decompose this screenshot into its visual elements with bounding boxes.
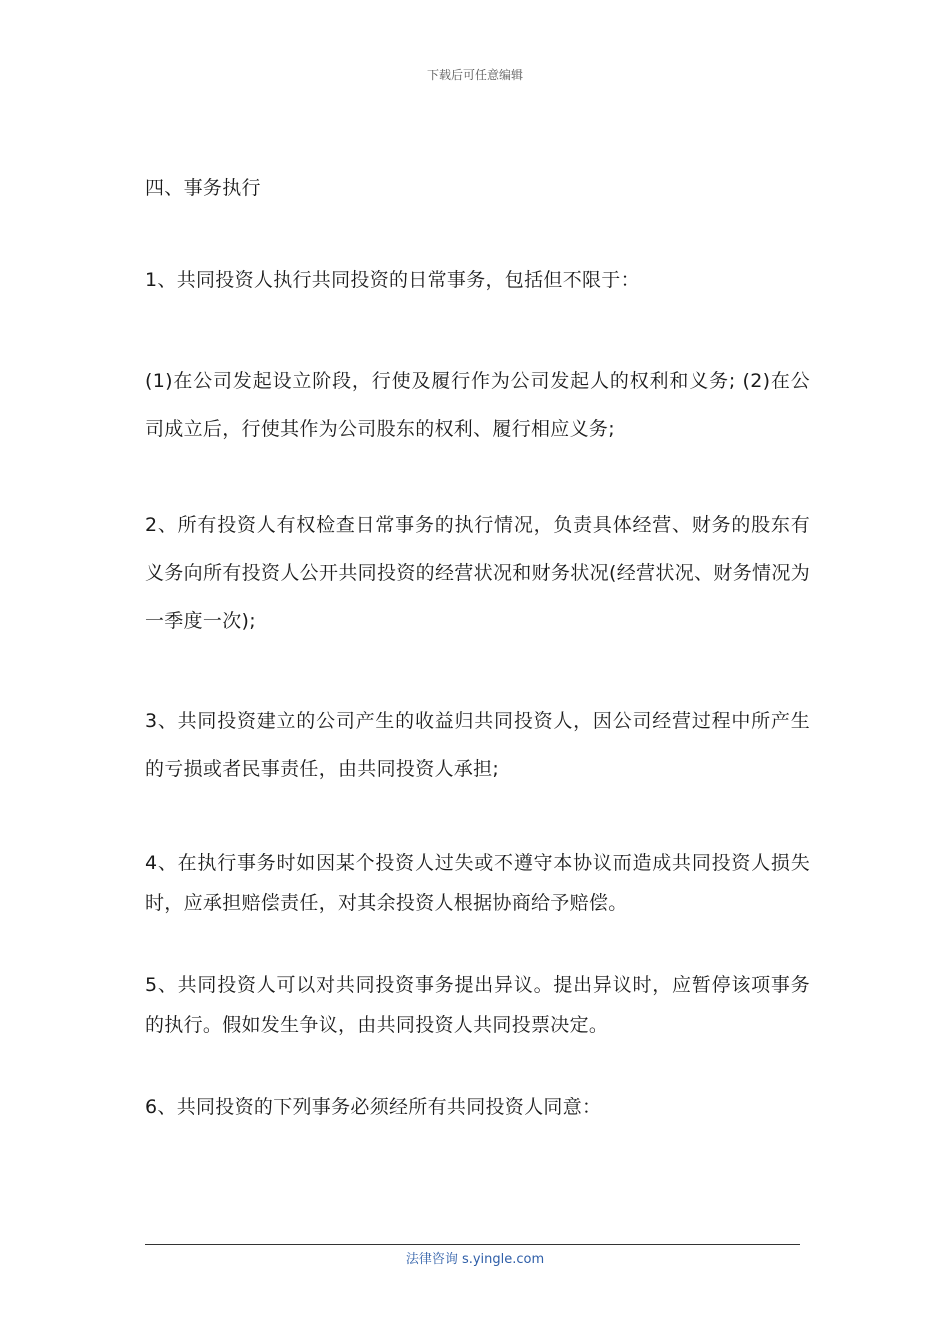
section-heading: 四、事务执行 — [145, 177, 261, 199]
paragraph-item-4: 4、在执行事务时如因某个投资人过失或不遵守本协议而造成共同投资人损失时，应承担赔偿责任，对其余投资人根据协商给予赔偿。 — [145, 852, 810, 914]
paragraph-item-6: 6、共同投资的下列事务必须经所有共同投资人同意： — [145, 1096, 602, 1118]
paragraph-item-1-sub: (1)在公司发起设立阶段，行使及履行作为公司发起人的权利和义务; (2)在公司成立后，行使其作为公司股东的权利、履行相应义务; — [145, 370, 810, 440]
footer-link[interactable]: 法律咨询 s.yingle.com — [405, 1252, 545, 1267]
paragraph-item-2: 2、所有投资人有权检查日常事务的执行情况，负责具体经营、财务的股东有义务向所有投资人公开共同投资的经营状况和财务状况(经营状况、财务情况为一季度一次); — [145, 514, 810, 632]
paragraph-item-5: 5、共同投资人可以对共同投资事务提出异议。提出异议时，应暂停该项事务的执行。假如发生争议，由共同投资人共同投票决定。 — [145, 974, 810, 1036]
footer-divider — [145, 1244, 800, 1245]
paragraph-item-3: 3、共同投资建立的公司产生的收益归共同投资人，因公司经营过程中所产生的亏损或者民事责任，由共同投资人承担; — [145, 710, 810, 780]
document-body — [145, 168, 810, 1127]
header-note: 下载后可任意编辑 — [426, 68, 523, 82]
paragraph-item-1: 1、共同投资人执行共同投资的日常事务，包括但不限于： — [145, 269, 640, 291]
